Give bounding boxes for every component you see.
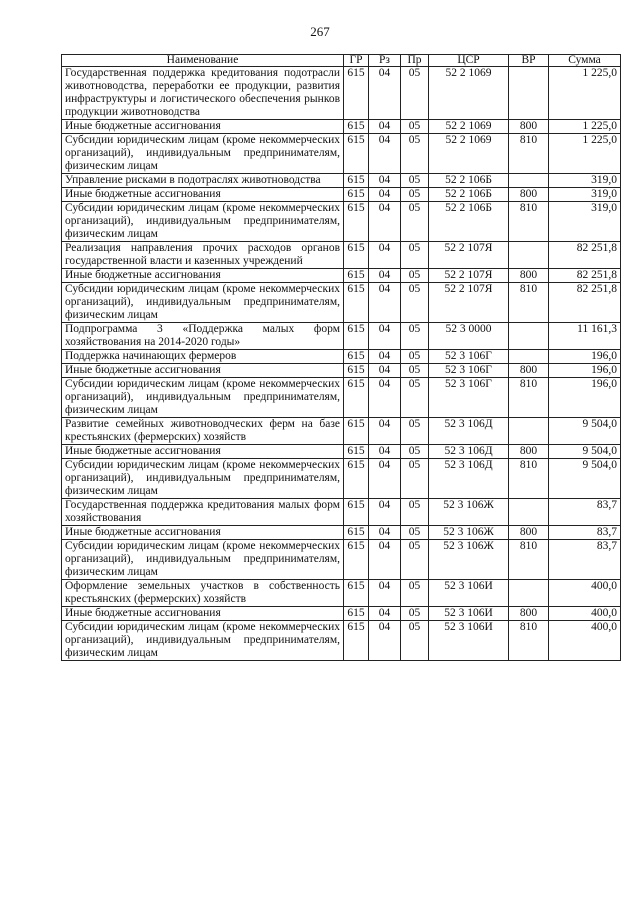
header-sum: Сумма: [549, 55, 621, 67]
cell-sum: 400,0: [549, 580, 621, 607]
cell-gr: 615: [344, 188, 369, 202]
cell-rz: 04: [369, 120, 401, 134]
cell-name: Подпрограмма 3 «Поддержка малых форм хозяйствования на 2014-2020 годы»: [62, 323, 344, 350]
cell-csr: 52 3 106Д: [429, 445, 509, 459]
cell-name: Оформление земельных участков в собственность крестьянских (фермерских) хозяйств: [62, 580, 344, 607]
cell-name: Государственная поддержка кредитования малых форм хозяйствования: [62, 499, 344, 526]
table-row: [62, 378, 621, 418]
cell-sum: 196,0: [549, 364, 621, 378]
table-row: [62, 364, 621, 378]
cell-rz: 04: [369, 607, 401, 621]
cell-sum: 196,0: [549, 350, 621, 364]
table-row: [62, 323, 621, 350]
cell-sum: 83,7: [549, 499, 621, 526]
cell-rz: 04: [369, 418, 401, 445]
cell-csr: 52 2 106Б: [429, 202, 509, 242]
cell-name: Развитие семейных животноводческих ферм на базе крестьянских (фермерских) хозяйств: [62, 418, 344, 445]
cell-pr: 05: [401, 323, 429, 350]
cell-csr: 52 3 106Г: [429, 364, 509, 378]
cell-vr: [509, 323, 549, 350]
cell-vr: [509, 67, 549, 120]
cell-vr: 800: [509, 120, 549, 134]
cell-rz: 04: [369, 540, 401, 580]
cell-gr: 615: [344, 242, 369, 269]
cell-pr: 05: [401, 499, 429, 526]
cell-rz: 04: [369, 580, 401, 607]
table-row: [62, 188, 621, 202]
cell-sum: 1 225,0: [549, 134, 621, 174]
cell-gr: 615: [344, 202, 369, 242]
cell-rz: 04: [369, 188, 401, 202]
cell-gr: 615: [344, 499, 369, 526]
cell-name: Субсидии юридическим лицам (кроме некоммерческих организаций), индивидуальным предпринимателям, физическим лицам: [62, 134, 344, 174]
cell-gr: 615: [344, 120, 369, 134]
cell-sum: 1 225,0: [549, 120, 621, 134]
cell-gr: 615: [344, 526, 369, 540]
cell-name: Субсидии юридическим лицам (кроме некоммерческих организаций), индивидуальным предпринимателям, физическим лицам: [62, 459, 344, 499]
cell-gr: 615: [344, 134, 369, 174]
cell-pr: 05: [401, 134, 429, 174]
cell-gr: 615: [344, 607, 369, 621]
cell-gr: 615: [344, 174, 369, 188]
cell-name: Субсидии юридическим лицам (кроме некоммерческих организаций), индивидуальным предпринимателям, физическим лицам: [62, 202, 344, 242]
cell-csr: 52 2 1069: [429, 134, 509, 174]
cell-sum: 82 251,8: [549, 269, 621, 283]
cell-vr: 800: [509, 607, 549, 621]
header-name: Наименование: [62, 55, 344, 67]
cell-sum: 319,0: [549, 188, 621, 202]
table-row: [62, 607, 621, 621]
table-row: [62, 350, 621, 364]
cell-name: Государственная поддержка кредитования подотрасли животноводства, переработки ее продукции, развития инфраструктуры и логистического обеспечения рынков продукции животноводства: [62, 67, 344, 120]
cell-csr: 52 2 1069: [429, 67, 509, 120]
cell-pr: 05: [401, 540, 429, 580]
cell-name: Иные бюджетные ассигнования: [62, 526, 344, 540]
cell-vr: 800: [509, 188, 549, 202]
cell-gr: 615: [344, 269, 369, 283]
cell-pr: 05: [401, 202, 429, 242]
table-row: [62, 418, 621, 445]
cell-vr: 810: [509, 283, 549, 323]
cell-csr: 52 2 106Б: [429, 188, 509, 202]
cell-gr: 615: [344, 350, 369, 364]
cell-sum: 83,7: [549, 540, 621, 580]
cell-name: Иные бюджетные ассигнования: [62, 120, 344, 134]
cell-rz: 04: [369, 283, 401, 323]
table-row: [62, 459, 621, 499]
cell-csr: 52 2 107Я: [429, 242, 509, 269]
cell-rz: 04: [369, 364, 401, 378]
cell-gr: 615: [344, 378, 369, 418]
cell-pr: 05: [401, 174, 429, 188]
cell-pr: 05: [401, 283, 429, 323]
cell-csr: 52 3 106Ж: [429, 499, 509, 526]
cell-name: Иные бюджетные ассигнования: [62, 445, 344, 459]
table-row: [62, 202, 621, 242]
cell-csr: 52 3 106Д: [429, 418, 509, 445]
cell-gr: 615: [344, 67, 369, 120]
cell-sum: 1 225,0: [549, 67, 621, 120]
cell-pr: 05: [401, 607, 429, 621]
table-row: [62, 540, 621, 580]
cell-pr: 05: [401, 418, 429, 445]
table-header: [62, 55, 621, 67]
cell-rz: 04: [369, 242, 401, 269]
cell-csr: 52 3 106Г: [429, 350, 509, 364]
cell-sum: 196,0: [549, 378, 621, 418]
cell-pr: 05: [401, 188, 429, 202]
cell-pr: 05: [401, 67, 429, 120]
cell-sum: 83,7: [549, 526, 621, 540]
cell-pr: 05: [401, 364, 429, 378]
cell-pr: 05: [401, 350, 429, 364]
cell-vr: [509, 350, 549, 364]
cell-name: Реализация направления прочих расходов органов государственной власти и казенных учреждений: [62, 242, 344, 269]
table-row: [62, 269, 621, 283]
cell-pr: 05: [401, 378, 429, 418]
cell-pr: 05: [401, 621, 429, 661]
cell-name: Иные бюджетные ассигнования: [62, 607, 344, 621]
header-gr: ГР: [344, 55, 369, 67]
cell-gr: 615: [344, 540, 369, 580]
cell-vr: 810: [509, 459, 549, 499]
cell-vr: [509, 499, 549, 526]
table-body: [62, 67, 621, 661]
cell-gr: 615: [344, 323, 369, 350]
cell-vr: [509, 580, 549, 607]
cell-sum: 82 251,8: [549, 283, 621, 323]
cell-csr: 52 3 106И: [429, 580, 509, 607]
cell-gr: 615: [344, 364, 369, 378]
cell-csr: 52 2 1069: [429, 120, 509, 134]
cell-name: Управление рисками в подотраслях животноводства: [62, 174, 344, 188]
cell-rz: 04: [369, 621, 401, 661]
cell-name: Субсидии юридическим лицам (кроме некоммерческих организаций), индивидуальным предпринимателям, физическим лицам: [62, 378, 344, 418]
header-rz: Рз: [369, 55, 401, 67]
table-row: [62, 134, 621, 174]
cell-rz: 04: [369, 445, 401, 459]
cell-rz: 04: [369, 350, 401, 364]
cell-csr: 52 3 106Г: [429, 378, 509, 418]
table-row: [62, 580, 621, 607]
table-row: [62, 174, 621, 188]
cell-sum: 9 504,0: [549, 459, 621, 499]
cell-name: Субсидии юридическим лицам (кроме некоммерческих организаций), индивидуальным предпринимателям, физическим лицам: [62, 540, 344, 580]
header-row: [62, 55, 621, 67]
cell-name: Поддержка начинающих фермеров: [62, 350, 344, 364]
cell-rz: 04: [369, 134, 401, 174]
table-row: [62, 526, 621, 540]
cell-gr: 615: [344, 459, 369, 499]
cell-csr: 52 3 106Ж: [429, 540, 509, 580]
cell-vr: [509, 242, 549, 269]
cell-gr: 615: [344, 621, 369, 661]
cell-sum: 400,0: [549, 607, 621, 621]
cell-rz: 04: [369, 526, 401, 540]
cell-pr: 05: [401, 445, 429, 459]
table-row: [62, 621, 621, 661]
table-row: [62, 283, 621, 323]
cell-csr: 52 3 106Ж: [429, 526, 509, 540]
cell-csr: 52 3 0000: [429, 323, 509, 350]
cell-vr: 810: [509, 378, 549, 418]
cell-vr: 810: [509, 621, 549, 661]
cell-gr: 615: [344, 580, 369, 607]
cell-pr: 05: [401, 120, 429, 134]
cell-sum: 319,0: [549, 174, 621, 188]
cell-rz: 04: [369, 202, 401, 242]
cell-vr: 800: [509, 269, 549, 283]
cell-vr: [509, 418, 549, 445]
cell-rz: 04: [369, 67, 401, 120]
cell-rz: 04: [369, 174, 401, 188]
cell-vr: 810: [509, 134, 549, 174]
cell-sum: 319,0: [549, 202, 621, 242]
cell-vr: 810: [509, 202, 549, 242]
cell-sum: 400,0: [549, 621, 621, 661]
cell-csr: 52 3 106И: [429, 607, 509, 621]
cell-pr: 05: [401, 269, 429, 283]
cell-sum: 82 251,8: [549, 242, 621, 269]
table-row: [62, 120, 621, 134]
cell-vr: 800: [509, 445, 549, 459]
cell-name: Иные бюджетные ассигнования: [62, 269, 344, 283]
cell-name: Иные бюджетные ассигнования: [62, 188, 344, 202]
cell-rz: 04: [369, 378, 401, 418]
header-vr: ВР: [509, 55, 549, 67]
cell-rz: 04: [369, 269, 401, 283]
cell-rz: 04: [369, 459, 401, 499]
cell-csr: 52 2 107Я: [429, 269, 509, 283]
header-csr: ЦСР: [429, 55, 509, 67]
cell-pr: 05: [401, 242, 429, 269]
cell-csr: 52 2 106Б: [429, 174, 509, 188]
cell-vr: [509, 174, 549, 188]
cell-gr: 615: [344, 445, 369, 459]
cell-vr: 810: [509, 540, 549, 580]
cell-vr: 800: [509, 364, 549, 378]
cell-name: Субсидии юридическим лицам (кроме некоммерческих организаций), индивидуальным предпринимателям, физическим лицам: [62, 621, 344, 661]
table-row: [62, 242, 621, 269]
cell-gr: 615: [344, 283, 369, 323]
cell-pr: 05: [401, 459, 429, 499]
table-row: [62, 445, 621, 459]
cell-csr: 52 2 107Я: [429, 283, 509, 323]
cell-pr: 05: [401, 526, 429, 540]
cell-gr: 615: [344, 418, 369, 445]
header-pr: Пр: [401, 55, 429, 67]
cell-name: Иные бюджетные ассигнования: [62, 364, 344, 378]
cell-rz: 04: [369, 499, 401, 526]
cell-name: Субсидии юридическим лицам (кроме некоммерческих организаций), индивидуальным предпринимателям, физическим лицам: [62, 283, 344, 323]
cell-sum: 9 504,0: [549, 445, 621, 459]
cell-rz: 04: [369, 323, 401, 350]
table-row: [62, 499, 621, 526]
cell-sum: 11 161,3: [549, 323, 621, 350]
page-number: 267: [310, 24, 330, 39]
table-row: [62, 67, 621, 120]
cell-vr: 800: [509, 526, 549, 540]
cell-csr: 52 3 106Д: [429, 459, 509, 499]
cell-sum: 9 504,0: [549, 418, 621, 445]
cell-csr: 52 3 106И: [429, 621, 509, 661]
cell-pr: 05: [401, 580, 429, 607]
budget-table: [61, 54, 621, 661]
